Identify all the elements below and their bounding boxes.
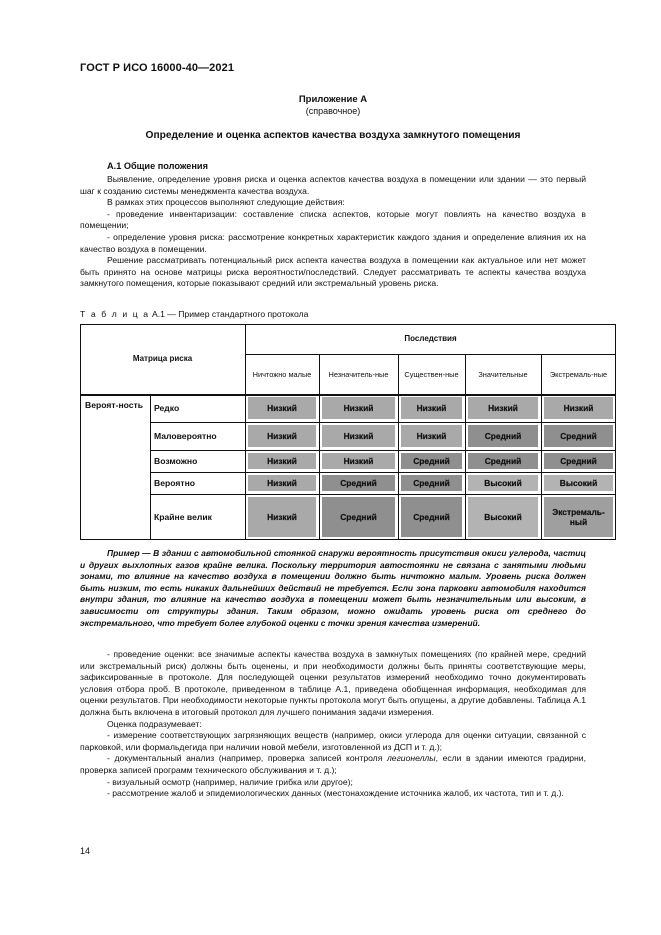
risk-level-cell: Низкий bbox=[401, 397, 462, 419]
risk-level-cell: Высокий bbox=[468, 475, 538, 491]
risk-level-cell: Средний bbox=[468, 453, 538, 469]
intro-paragraph: Выявление, определение уровня риска и оценка аспектов качества воздуха в помещении или здании — это первый шаг к созданию системы менеджмента качества воздуха. bbox=[80, 174, 586, 196]
evaluation-list-item: - визуальный осмотр (например, наличие грибка или другое); bbox=[107, 776, 353, 787]
section-title: A.1 Общие положения bbox=[107, 161, 208, 171]
intro-paragraph: Решение рассматривать потенциальный риск аспекта качества воздуха в помещении как актуальное или нет может быть принято на основе матрицы риска вероятности/последствий. Следует рассматривать те аспекты качества воздуха замкнутого помещения, которые показывают средний или экстремальный уровень риска. bbox=[80, 255, 586, 289]
consequence-header: Существен-ные bbox=[404, 369, 459, 379]
risk-level-cell: Средний bbox=[401, 475, 462, 491]
risk-level-cell: Низкий bbox=[544, 397, 613, 419]
list-item-text: , если в здании имеются градирни, проверка записей программ технического обслуживания и т. д.); bbox=[80, 753, 586, 775]
consequence-header: Значительные bbox=[478, 369, 528, 379]
evaluation-list-item: - измерение соответствующих загрязняющих веществ (например, окиси углерода для оценки ситуации, связанной с парковкой, или формальдегида при наличии новой мебели, изготовленной из ДСП и т. д.); bbox=[80, 730, 586, 752]
risk-level-cell: Высокий bbox=[544, 475, 613, 491]
risk-level-cell: Низкий bbox=[248, 397, 316, 419]
probability-row-label: Маловероятно bbox=[154, 431, 217, 441]
risk-level-cell: Низкий bbox=[322, 397, 395, 419]
risk-matrix-table bbox=[80, 324, 616, 540]
probability-row-label: Возможно bbox=[154, 456, 198, 466]
risk-level-cell: Низкий bbox=[322, 453, 395, 469]
intro-list-item: - проведение инвентаризации: составление списка аспектов, которые могут повлиять на качество воздуха в помещении; bbox=[80, 208, 586, 231]
probability-label: Вероят-ность bbox=[85, 400, 144, 410]
consequences-label: Последствия bbox=[404, 334, 457, 343]
risk-level-cell: Низкий bbox=[248, 475, 316, 491]
risk-level-cell: Экстремаль-ный bbox=[544, 497, 613, 537]
consequence-header: Незначитель-ные bbox=[328, 369, 389, 379]
risk-level-cell: Средний bbox=[544, 425, 613, 447]
table-caption bbox=[80, 309, 308, 319]
consequence-header: Экстремаль-ные bbox=[549, 369, 608, 379]
risk-level-cell: Низкий bbox=[248, 453, 316, 469]
risk-level-cell: Средний bbox=[322, 475, 395, 491]
risk-level-cell: Средний bbox=[401, 453, 462, 469]
risk-level-cell: Низкий bbox=[468, 397, 538, 419]
intro-text bbox=[80, 174, 586, 290]
page-number: 14 bbox=[80, 846, 91, 856]
probability-row-label: Крайне велик bbox=[154, 512, 212, 522]
example-text: Пример — В здании с автомобильной стоянкой снаружи вероятность присутствия окиси углерода, частиц и других выхлопных газов крайне велика. Поскольку территория автостоянки не связана с занятыми людьми зонами, то влияние на качество воздуха в помещении должно быть ничтожно малым. Уровень риска должен быть низким, то есть никаких дальнейших действий не требуется. Если зона парковки автомобиля находится внутри здания, то влияние на качество воздуха в помещении может быть незначительным или высоким, в зависимости от структуры здания. Таким образом, можно ожидать уровень риска от среднего до экстремального, что требует более глубокой оценки с точки зрения качества измерений. bbox=[80, 548, 586, 628]
risk-level-cell: Низкий bbox=[401, 425, 462, 447]
evaluation-list-item bbox=[80, 753, 586, 776]
risk-level-cell: Высокий bbox=[468, 497, 538, 537]
italic-term: легионеллы bbox=[386, 753, 436, 764]
risk-level-cell: Средний bbox=[468, 425, 538, 447]
intro-paragraph: В рамках этих процессов выполняют следующие действия: bbox=[107, 197, 345, 208]
example-note bbox=[80, 548, 586, 629]
evaluation-paragraph: - проведение оценки: все значимые аспекты качества воздуха в замкнутых помещениях (по крайней мере, средний или экстремальный риск) должны быть оценены, и при необходимости должны быть приняты соответствующие меры, зафиксированные в протоколе. Для последующей оценки результатов измерений необходимо точно документировать условия отбора проб. В протоколе, приведенном в таблице A.1, приведена обобщенная информация, необходимая для оценки результатов. При необходимости некоторые пункты протокола могут быть опущены, а другие добавлены. Таблица A.1 должна быть включена в итоговый протокол для лучшего понимания задачи измерения. bbox=[80, 649, 586, 717]
annex-heading: Определение и оценка аспектов качества воздуха замкнутого помещения bbox=[145, 130, 521, 141]
risk-level-cell: Средний bbox=[322, 497, 395, 537]
risk-level-cell: Средний bbox=[401, 497, 462, 537]
evaluation-list-item: - рассмотрение жалоб и эпидемиологических данных (местонахождение источника жалоб, их частота, тип и т. д.). bbox=[107, 788, 564, 799]
evaluation-text bbox=[80, 649, 586, 800]
risk-level-cell: Низкий bbox=[248, 497, 316, 537]
risk-level-cell: Средний bbox=[544, 453, 613, 469]
table-frame bbox=[80, 324, 616, 540]
intro-list-item: - определение уровня риска: рассмотрение конкретных характеристик каждого здания и определение влияния их на качество воздуха в помещении. bbox=[80, 231, 586, 254]
probability-row-label: Вероятно bbox=[154, 478, 196, 488]
matrix-label: Матрица риска bbox=[132, 354, 193, 363]
risk-level-cell: Низкий bbox=[322, 425, 395, 447]
standard-header: ГОСТ Р ИСО 16000-40—2021 bbox=[80, 62, 235, 74]
table-caption-text: A.1 — Пример стандартного протокола bbox=[149, 309, 309, 319]
list-item-text: - документальный анализ (например, проверка записей контроля bbox=[107, 753, 387, 764]
table-caption-prefix: Т а б л и ц а bbox=[80, 309, 150, 319]
consequence-header: Ничтожно малые bbox=[252, 369, 312, 379]
evaluation-paragraph: Оценка подразумевает: bbox=[107, 718, 202, 729]
annex-title: Приложение A bbox=[298, 94, 368, 105]
annex-subtitle: (справочное) bbox=[305, 106, 361, 116]
probability-row-label: Редко bbox=[154, 403, 180, 413]
risk-level-cell: Низкий bbox=[248, 425, 316, 447]
